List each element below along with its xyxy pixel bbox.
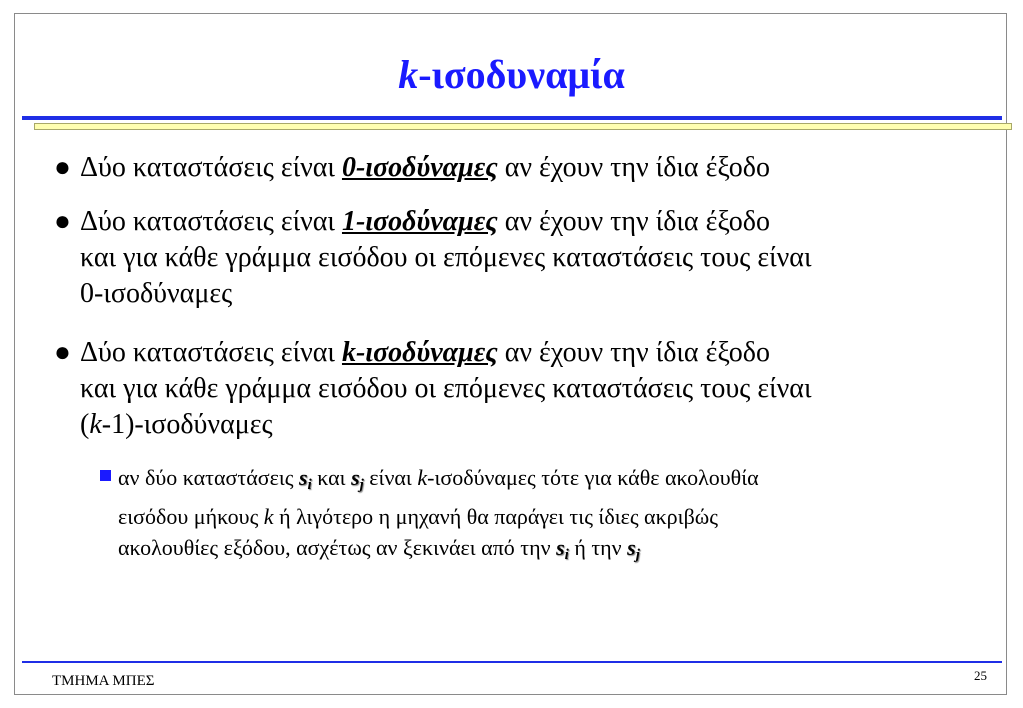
page-number: 25	[974, 668, 987, 683]
footer-rule	[22, 661, 1002, 663]
bullet-3-text: Δύο καταστάσεις είναι k-ισοδύναμες αν έχουν την ίδια έξοδο και για κάθε γράμμα εισόδου οι επόμενες καταστάσεις τους είναι (k-1)-ισοδύναμες	[80, 337, 812, 440]
bullet-dot-icon: ●	[54, 152, 71, 183]
bullet-dot-icon: ●	[54, 206, 71, 237]
bullet-1-text: Δύο καταστάσεις είναι 0-ισοδύναμες αν έχουν την ίδια έξοδο	[80, 152, 770, 183]
bullet-2-text: Δύο καταστάσεις είναι 1-ισοδύναμες αν έχουν την ίδια έξοδο και για κάθε γράμμα εισόδου οι επόμενες καταστάσεις τους είναι 0-ισοδύναμες	[80, 206, 812, 309]
slide-title	[0, 50, 1023, 100]
var-sj: $s_j$	[351, 465, 364, 493]
footer-department: ΤΜΗΜΑ ΜΠΕΣ	[52, 673, 155, 689]
title-rule	[22, 116, 1002, 120]
square-bullet-icon	[100, 470, 111, 481]
var-si-2: $s_i$	[556, 535, 569, 563]
term-0-equivalent: 0-ισοδύναμες	[341, 152, 498, 183]
sub-bullet-text: αν δύο καταστάσεις $s_i$ και $s_j$ είναι k-ισοδύναμες τότε για κάθε ακολουθία εισόδου μήκους k ή λιγότερο η μηχανή θα παράγει τις ίδιες ακριβώς ακολουθίες εξόδου, ασχέτως αν ξεκινάει από την $s_i$ ή την $s_j$	[118, 465, 759, 563]
var-si: $s_i$	[298, 465, 312, 493]
bullet-dot-icon: ●	[54, 337, 71, 368]
title-rest: -ισοδυναμία	[418, 52, 625, 97]
title-var: k	[398, 52, 419, 97]
var-sj-2: $s_j$	[627, 535, 640, 563]
term-1-equivalent: 1-ισοδύναμες	[341, 206, 498, 237]
term-k-equivalent: k-ισοδύναμες	[341, 337, 498, 368]
title-highlight-bar	[34, 123, 1012, 130]
